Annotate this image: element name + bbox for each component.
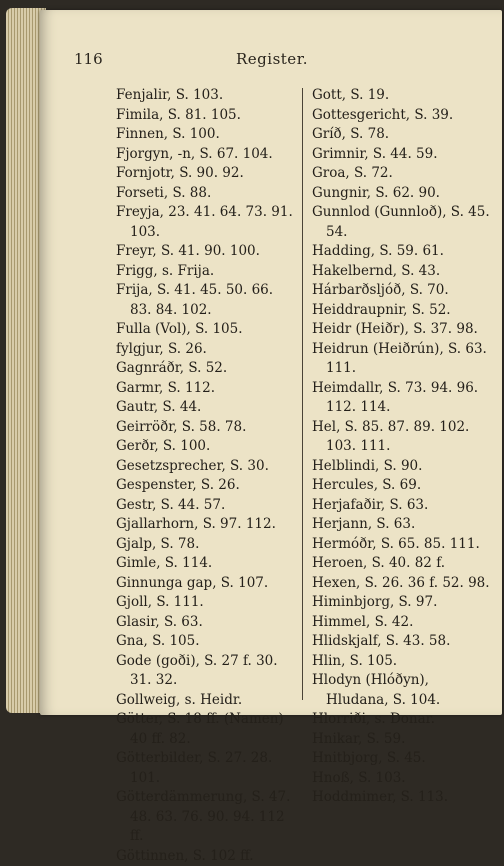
index-entry: Hnitbjorg, S. 45. [312, 749, 490, 769]
index-entry: Gestr, S. 44. 57. [116, 496, 294, 516]
index-entry: Grimnir, S. 44. 59. [312, 145, 490, 165]
index-entry: Gjallarhorn, S. 97. 112. [116, 515, 294, 535]
index-entry: Freyja, 23. 41. 64. 73. 91. 103. [116, 203, 294, 242]
index-column-left [116, 86, 294, 866]
index-entry: Hlidskjalf, S. 43. 58. [312, 632, 490, 652]
index-entry: Hercules, S. 69. [312, 476, 490, 496]
index-entry: Helblindi, S. 90. [312, 457, 490, 477]
index-entry: Fulla (Vol), S. 105. [116, 320, 294, 340]
index-entry: Fimila, S. 81. 105. [116, 106, 294, 126]
page-header [74, 50, 470, 74]
index-entry: Hadding, S. 59. 61. [312, 242, 490, 262]
index-entry: Hnikar, S. 59. [312, 730, 490, 750]
index-entry: Gagnráðr, S. 52. [116, 359, 294, 379]
index-entry: Gott, S. 19. [312, 86, 490, 106]
index-entry: Hexen, S. 26. 36 f. 52. 98. [312, 574, 490, 594]
index-entry: Hlodyn (Hlóðyn), Hludana, S. 104. [312, 671, 490, 710]
index-entry: Götterbilder, S. 27. 28. 101. [116, 749, 294, 788]
index-entry: Gode (goði), S. 27 f. 30. 31. 32. [116, 652, 294, 691]
index-entry: Heidrun (Heiðrún), S. 63. 111. [312, 340, 490, 379]
index-entry: Hakelbernd, S. 43. [312, 262, 490, 282]
index-entry: Hlorriði, s. Donar. [312, 710, 490, 730]
index-entry: Götter, S. 18 ff. (Namen) 40 ff. 82. [116, 710, 294, 749]
index-entry: Hlin, S. 105. [312, 652, 490, 672]
index-entry: fylgjur, S. 26. [116, 340, 294, 360]
index-column-right [312, 86, 490, 808]
index-entry: Fenjalir, S. 103. [116, 86, 294, 106]
index-entry: Hoddmimer, S. 113. [312, 788, 490, 808]
index-entry: Gespenster, S. 26. [116, 476, 294, 496]
index-entry: Herjann, S. 63. [312, 515, 490, 535]
index-entry: Göttinnen, S. 102 ff. [116, 847, 294, 866]
index-entry: Geirröðr, S. 58. 78. [116, 418, 294, 438]
index-entry: Gna, S. 105. [116, 632, 294, 652]
index-entry: Fjorgyn, -n, S. 67. 104. [116, 145, 294, 165]
index-entry: Gunnlod (Gunnloð), S. 45. 54. [312, 203, 490, 242]
column-divider [302, 88, 303, 700]
index-entry: Gimle, S. 114. [116, 554, 294, 574]
index-entry: Ginnunga gap, S. 107. [116, 574, 294, 594]
index-entry: Hermóðr, S. 65. 85. 111. [312, 535, 490, 555]
index-entry: Hárbarðsljóð, S. 70. [312, 281, 490, 301]
index-entry: Heroen, S. 40. 82 f. [312, 554, 490, 574]
index-entry: Hel, S. 85. 87. 89. 102. 103. 111. [312, 418, 490, 457]
index-entry: Götterdämmerung, S. 47. 48. 63. 76. 90. 94. 112 ff. [116, 788, 294, 847]
index-entry: Himinbjorg, S. 97. [312, 593, 490, 613]
index-entry: Heidr (Heiðr), S. 37. 98. [312, 320, 490, 340]
index-entry: Freyr, S. 41. 90. 100. [116, 242, 294, 262]
page-number: 116 [74, 50, 103, 68]
index-entry: Frigg, s. Frija. [116, 262, 294, 282]
index-entry: Groa, S. 72. [312, 164, 490, 184]
page-title: Register. [74, 50, 470, 68]
index-entry: Fornjotr, S. 90. 92. [116, 164, 294, 184]
index-entry: Herjafaðir, S. 63. [312, 496, 490, 516]
index-entry: Finnen, S. 100. [116, 125, 294, 145]
index-entry: Gottesgericht, S. 39. [312, 106, 490, 126]
index-entry: Heiddraupnir, S. 52. [312, 301, 490, 321]
index-entry: Forseti, S. 88. [116, 184, 294, 204]
index-entry: Gollweig, s. Heidr. [116, 691, 294, 711]
index-entry: Gjoll, S. 111. [116, 593, 294, 613]
index-entry: Garmr, S. 112. [116, 379, 294, 399]
index-entry: Glasir, S. 63. [116, 613, 294, 633]
index-entry: Gríð, S. 78. [312, 125, 490, 145]
index-entry: Heimdallr, S. 73. 94. 96. 112. 114. [312, 379, 490, 418]
index-entry: Hnoß, S. 103. [312, 769, 490, 789]
index-entry: Gesetzsprecher, S. 30. [116, 457, 294, 477]
index-entry: Himmel, S. 42. [312, 613, 490, 633]
index-entry: Frija, S. 41. 45. 50. 66. 83. 84. 102. [116, 281, 294, 320]
index-entry: Gungnir, S. 62. 90. [312, 184, 490, 204]
index-entry: Gerðr, S. 100. [116, 437, 294, 457]
index-entry: Gautr, S. 44. [116, 398, 294, 418]
index-entry: Gjalp, S. 78. [116, 535, 294, 555]
